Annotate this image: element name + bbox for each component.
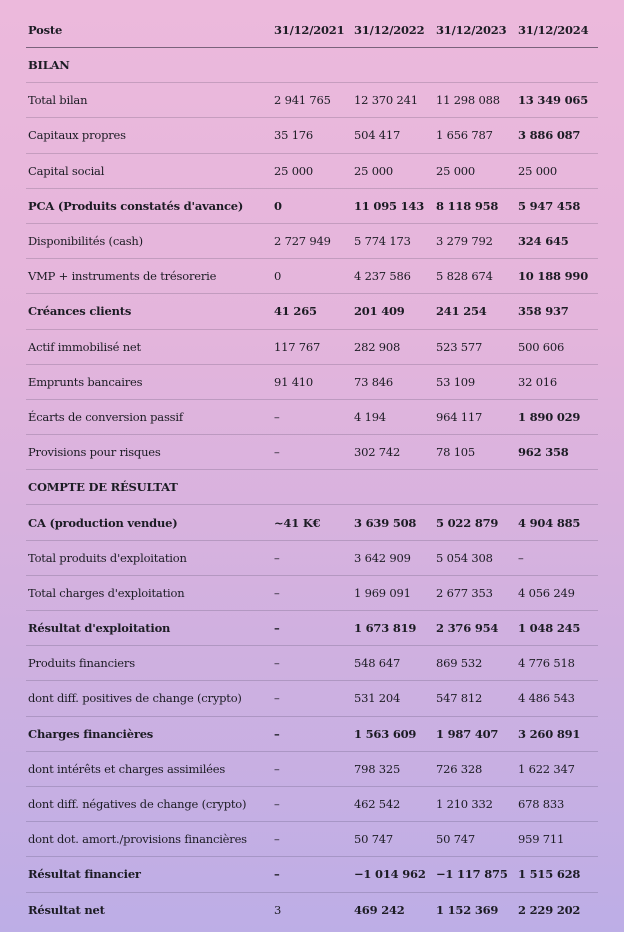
cell-2021: – — [274, 726, 280, 741]
row-label: Total charges d'exploitation — [28, 585, 185, 600]
cell-2022: 201 409 — [354, 304, 405, 319]
cell-2021: 117 767 — [274, 339, 321, 354]
cell-2022: 531 204 — [354, 691, 401, 706]
cell-2024: 358 937 — [518, 304, 569, 319]
table-row — [26, 611, 598, 646]
row-label: Actif immobilisé net — [28, 339, 141, 354]
cell-2022: 302 742 — [354, 445, 401, 460]
cell-2022: 5 774 173 — [354, 234, 411, 249]
cell-2023: 2 677 353 — [436, 585, 493, 600]
row-label: Produits financiers — [28, 656, 135, 671]
table-row — [26, 330, 598, 365]
row-label: CA (production vendue) — [28, 515, 178, 530]
cell-2023: 78 105 — [436, 445, 476, 460]
table-row — [26, 435, 598, 470]
cell-2024: 4 486 543 — [518, 691, 575, 706]
cell-2024: 4 056 249 — [518, 585, 575, 600]
row-label: Total bilan — [28, 93, 88, 108]
cell-2021: 2 941 765 — [274, 93, 331, 108]
cell-2023: 11 298 088 — [436, 93, 500, 108]
cell-2021: 2 727 949 — [274, 234, 331, 249]
cell-2021: 91 410 — [274, 374, 314, 389]
cell-2021: 25 000 — [274, 163, 314, 178]
cell-2022: 3 639 508 — [354, 515, 417, 530]
table-row — [26, 681, 598, 716]
row-label: Emprunts bancaires — [28, 374, 143, 389]
table-row — [26, 505, 598, 540]
cell-2021: – — [274, 621, 280, 636]
cell-2023: 8 118 958 — [436, 198, 499, 213]
cell-2022: 548 647 — [354, 656, 401, 671]
row-label: VMP + instruments de trésorerie — [28, 269, 217, 284]
row-label: Capitaux propres — [28, 128, 126, 143]
cell-2024: 1 048 245 — [518, 621, 581, 636]
cell-2021: 35 176 — [274, 128, 314, 143]
cell-2022: 462 542 — [354, 797, 401, 812]
cell-2024: 959 711 — [518, 832, 565, 847]
cell-2024: – — [518, 550, 524, 565]
cell-2023: 50 747 — [436, 832, 476, 847]
row-label: Capital social — [28, 163, 105, 178]
cell-2024: 962 358 — [518, 445, 569, 460]
cell-2024: 2 229 202 — [518, 903, 581, 918]
cell-2023: 25 000 — [436, 163, 476, 178]
cell-2023: −1 117 875 — [436, 867, 508, 882]
cell-2021: – — [274, 832, 280, 847]
cell-2022: 504 417 — [354, 128, 401, 143]
table-row — [26, 822, 598, 857]
cell-2024: 13 349 065 — [518, 93, 589, 108]
cell-2022: 11 095 143 — [354, 198, 425, 213]
table-row — [26, 189, 598, 224]
row-label: dont diff. positives de change (crypto) — [28, 691, 242, 706]
cell-2021: – — [274, 656, 280, 671]
table-row — [26, 365, 598, 400]
cell-2024: 4 776 518 — [518, 656, 575, 671]
table-row — [26, 154, 598, 189]
cell-2022: 73 846 — [354, 374, 394, 389]
cell-2024: 500 606 — [518, 339, 565, 354]
row-label: dont intérêts et charges assimilées — [28, 761, 226, 776]
cell-2022: 282 908 — [354, 339, 401, 354]
cell-2021: – — [274, 691, 280, 706]
cell-2023: 53 109 — [436, 374, 476, 389]
header-2022: 31/12/2022 — [354, 22, 425, 37]
cell-2022: 3 642 909 — [354, 550, 411, 565]
section-label: BILAN — [28, 58, 70, 73]
cell-2021: 0 — [274, 198, 282, 213]
cell-2024: 3 260 891 — [518, 726, 581, 741]
cell-2021: ~41 K€ — [274, 515, 321, 530]
cell-2023: 1 987 407 — [436, 726, 499, 741]
cell-2021: – — [274, 797, 280, 812]
table-row — [26, 787, 598, 822]
cell-2023: 5 022 879 — [436, 515, 499, 530]
cell-2023: 1 152 369 — [436, 903, 499, 918]
header-2023: 31/12/2023 — [436, 22, 507, 37]
cell-2021: – — [274, 550, 280, 565]
row-label: Créances clients — [28, 304, 132, 319]
cell-2023: 241 254 — [436, 304, 487, 319]
cell-2023: 1 210 332 — [436, 797, 493, 812]
table-row — [26, 576, 598, 611]
row-label: Écarts de conversion passif — [28, 409, 183, 424]
cell-2021: – — [274, 409, 280, 424]
cell-2024: 3 886 087 — [518, 128, 581, 143]
row-label: PCA (Produits constatés d'avance) — [28, 198, 244, 213]
cell-2024: 4 904 885 — [518, 515, 581, 530]
row-label: Charges financières — [28, 726, 154, 741]
table-row — [26, 224, 598, 259]
table-row — [26, 294, 598, 329]
cell-2023: 5 828 674 — [436, 269, 493, 284]
section-row — [26, 48, 598, 83]
cell-2021: – — [274, 585, 280, 600]
cell-2024: 5 947 458 — [518, 198, 581, 213]
cell-2022: 1 969 091 — [354, 585, 411, 600]
cell-2022: 50 747 — [354, 832, 394, 847]
header-poste: Poste — [28, 22, 63, 37]
cell-2021: – — [274, 761, 280, 776]
cell-2022: −1 014 962 — [354, 867, 426, 882]
cell-2024: 10 188 990 — [518, 269, 589, 284]
row-label: Provisions pour risques — [28, 445, 161, 460]
cell-2024: 25 000 — [518, 163, 558, 178]
table-row — [26, 893, 598, 928]
header-2024: 31/12/2024 — [518, 22, 589, 37]
table-row — [26, 400, 598, 435]
cell-2022: 469 242 — [354, 903, 405, 918]
cell-2024: 1 622 347 — [518, 761, 575, 776]
row-label: dont diff. négatives de change (crypto) — [28, 797, 247, 812]
cell-2022: 1 563 609 — [354, 726, 417, 741]
table-row — [26, 83, 598, 118]
cell-2021: 0 — [274, 269, 282, 284]
row-label: Résultat d'exploitation — [28, 621, 171, 636]
section-row — [26, 470, 598, 505]
table-row — [26, 752, 598, 787]
cell-2021: – — [274, 867, 280, 882]
table-header — [26, 12, 598, 48]
table-row — [26, 857, 598, 892]
cell-2023: 2 376 954 — [436, 621, 499, 636]
cell-2021: – — [274, 445, 280, 460]
row-label: Résultat net — [28, 903, 105, 918]
financial-table — [26, 12, 598, 928]
cell-2023: 3 279 792 — [436, 234, 493, 249]
cell-2022: 4 237 586 — [354, 269, 411, 284]
cell-2022: 4 194 — [354, 409, 386, 424]
table-row — [26, 646, 598, 681]
section-label: COMPTE DE RÉSULTAT — [28, 480, 178, 495]
cell-2024: 1 890 029 — [518, 409, 581, 424]
table-row — [26, 717, 598, 752]
row-label: Résultat financier — [28, 867, 141, 882]
cell-2022: 12 370 241 — [354, 93, 418, 108]
cell-2023: 869 532 — [436, 656, 483, 671]
row-label: dont dot. amort./provisions financières — [28, 832, 247, 847]
cell-2023: 1 656 787 — [436, 128, 493, 143]
table-row — [26, 259, 598, 294]
cell-2024: 32 016 — [518, 374, 558, 389]
cell-2021: 3 — [274, 903, 282, 918]
cell-2024: 678 833 — [518, 797, 565, 812]
cell-2024: 1 515 628 — [518, 867, 581, 882]
cell-2023: 726 328 — [436, 761, 483, 776]
cell-2023: 523 577 — [436, 339, 483, 354]
table-row — [26, 118, 598, 153]
cell-2022: 25 000 — [354, 163, 394, 178]
cell-2023: 964 117 — [436, 409, 483, 424]
row-label: Disponibilités (cash) — [28, 234, 143, 249]
cell-2021: 41 265 — [274, 304, 317, 319]
cell-2022: 1 673 819 — [354, 621, 417, 636]
cell-2023: 547 812 — [436, 691, 483, 706]
header-2021: 31/12/2021 — [274, 22, 345, 37]
cell-2024: 324 645 — [518, 234, 569, 249]
table-row — [26, 541, 598, 576]
cell-2022: 798 325 — [354, 761, 401, 776]
row-label: Total produits d'exploitation — [28, 550, 187, 565]
cell-2023: 5 054 308 — [436, 550, 493, 565]
